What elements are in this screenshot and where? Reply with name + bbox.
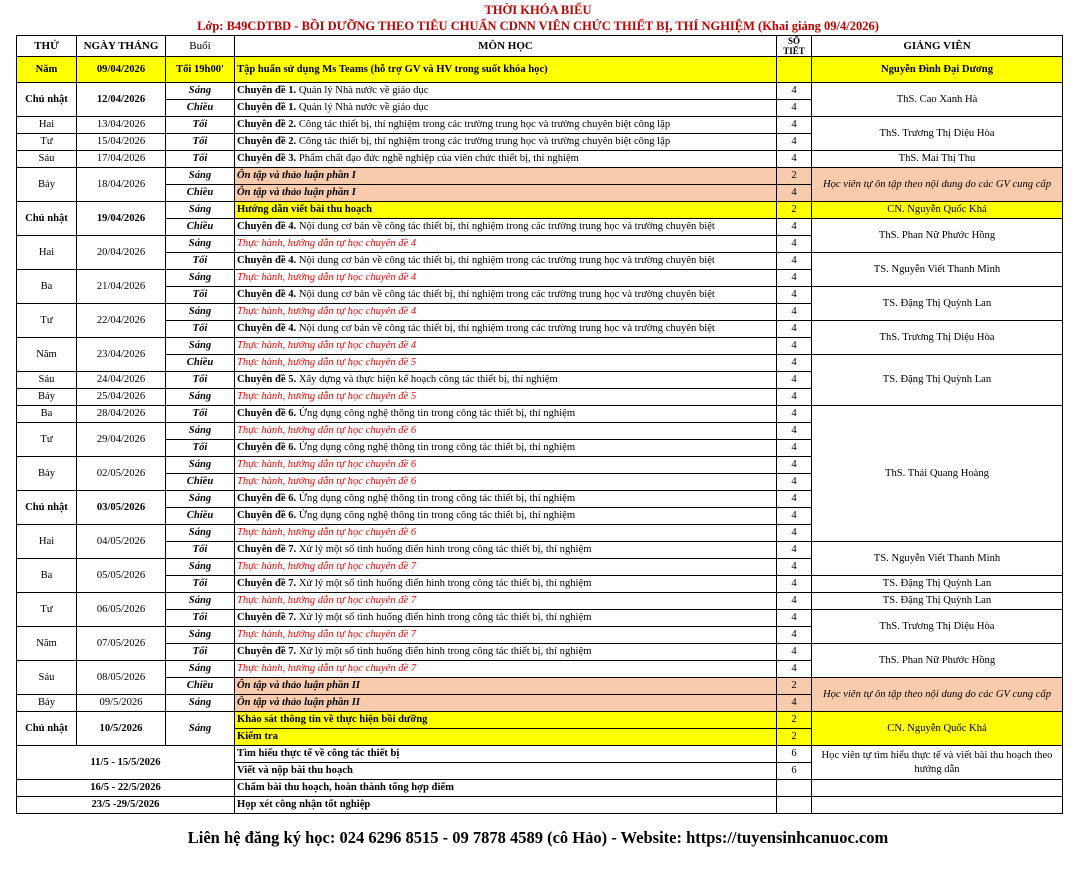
cell-thu: Năm (17, 57, 77, 83)
cell-mon-hoc (235, 253, 777, 270)
cell-so-tiet: 4 (777, 270, 812, 287)
header-giang-vien: GIẢNG VIÊN (812, 36, 1063, 57)
cell-mon-hoc (235, 117, 777, 134)
topic-text: Quản lý Nhà nước về giáo dục (296, 85, 429, 96)
cell-buoi: Sáng (166, 338, 235, 355)
table-row (17, 57, 1063, 83)
cell-buoi: Tối 19h00' (166, 57, 235, 83)
cell-so-tiet: 4 (777, 525, 812, 542)
cell-buoi: Sáng (166, 389, 235, 406)
cell-buoi: Tối (166, 406, 235, 423)
cell-buoi: Tối (166, 253, 235, 270)
cell-so-tiet: 2 (777, 678, 812, 695)
cell-so-tiet: 4 (777, 644, 812, 661)
cell-thu: Năm (17, 627, 77, 661)
cell-giang-vien: Học viên tự ôn tập theo nội dung do các GV cung cấp (812, 168, 1063, 202)
cell-giang-vien: Nguyễn Đình Đại Dương (812, 57, 1063, 83)
cell-buoi: Sáng (166, 83, 235, 100)
topic-text: Xử lý một số tình huống điển hình trong công tác thiết bị, thí nghiệm (296, 612, 592, 623)
cell-so-tiet: 4 (777, 253, 812, 270)
cell-so-tiet: 4 (777, 661, 812, 678)
topic-text: Quản lý Nhà nước về giáo dục (296, 102, 429, 113)
cell-so-tiet: 4 (777, 593, 812, 610)
cell-ngay: 12/04/2026 (77, 83, 166, 117)
cell-so-tiet: 2 (777, 168, 812, 185)
cell-giang-vien: TS. Nguyễn Viết Thanh Minh (812, 253, 1063, 287)
cell-ngay: 10/5/2026 (77, 712, 166, 746)
cell-buoi: Chiều (166, 474, 235, 491)
topic-label: Chuyên đề 4. (237, 289, 297, 300)
topic-label: Chuyên đề 2. (237, 119, 297, 130)
contact-footer: Liên hệ đăng ký học: 024 6296 8515 - 09 7878 4589 (cô Hảo) - Website: https://tuyensinhcanuoc.com (187, 828, 889, 847)
topic-text: Ứng dụng công nghệ thông tin trong công tác thiết bị, thí nghiệm (296, 408, 576, 419)
cell-thu: Sáu (17, 661, 77, 695)
cell-mon-hoc (235, 576, 777, 593)
cell-mon-hoc: Thực hành, hướng dẫn tự học chuyên đề 6 (235, 474, 777, 491)
cell-giang-vien: TS. Đặng Thị Quỳnh Lan (812, 576, 1063, 593)
cell-so-tiet: 4 (777, 236, 812, 253)
topic-label: Chuyên đề 5. (237, 374, 297, 385)
cell-so-tiet: 4 (777, 83, 812, 100)
cell-period: 23/5 -29/5/2026 (17, 797, 235, 814)
cell-so-tiet: 4 (777, 304, 812, 321)
cell-giang-vien: CN. Nguyễn Quốc Khá (812, 202, 1063, 219)
cell-so-tiet: 2 (777, 712, 812, 729)
cell-buoi: Chiều (166, 355, 235, 372)
cell-mon-hoc (235, 644, 777, 661)
cell-mon-hoc: Tập huấn sử dụng Ms Teams (hỗ trợ GV và HV trong suốt khóa học) (235, 57, 777, 83)
cell-so-tiet: 4 (777, 151, 812, 168)
cell-period: 11/5 - 15/5/2026 (17, 746, 235, 780)
cell-buoi: Sáng (166, 304, 235, 321)
cell-so-tiet (777, 57, 812, 83)
cell-buoi: Tối (166, 134, 235, 151)
cell-giang-vien: ThS. Phan Nữ Phước Hồng (812, 644, 1063, 678)
table-row (17, 678, 1063, 695)
topic-text: Nội dung cơ bản về công tác thiết bị, thí nghiệm trong các trường trung học và trường chuyên biệt (296, 323, 715, 334)
cell-giang-vien: ThS. Mai Thị Thu (812, 151, 1063, 168)
cell-thu: Tư (17, 304, 77, 338)
cell-giang-vien: ThS. Thái Quang Hoàng (812, 406, 1063, 542)
topic-text: Nội dung cơ bản về công tác thiết bị, thí nghiệm trong các trường trung học và trường chuyên biệt (296, 255, 715, 266)
page-title: THỜI KHÓA BIỂU (484, 3, 592, 17)
cell-thu: Ba (17, 270, 77, 304)
cell-ngay: 08/05/2026 (77, 661, 166, 695)
cell-so-tiet: 4 (777, 457, 812, 474)
cell-giang-vien: TS. Nguyễn Viết Thanh Minh (812, 542, 1063, 576)
cell-giang-vien: CN. Nguyễn Quốc Khá (812, 712, 1063, 746)
topic-label: Chuyên đề 1. (237, 102, 297, 113)
table-row (17, 168, 1063, 185)
cell-giang-vien: ThS. Trương Thị Diệu Hòa (812, 321, 1063, 355)
cell-buoi: Sáng (166, 491, 235, 508)
cell-so-tiet: 4 (777, 287, 812, 304)
cell-thu: Tư (17, 423, 77, 457)
topic-label: Chuyên đề 4. (237, 221, 297, 232)
topic-text: Công tác thiết bị, thí nghiệm trong các trường trung học và trường chuyên biệt công lập (296, 119, 671, 130)
cell-so-tiet: 4 (777, 542, 812, 559)
cell-ngay: 18/04/2026 (77, 168, 166, 202)
table-row (17, 644, 1063, 661)
cell-thu: Hai (17, 117, 77, 134)
cell-mon-hoc: Kiểm tra (235, 729, 777, 746)
cell-so-tiet: 4 (777, 321, 812, 338)
cell-so-tiet: 4 (777, 610, 812, 627)
cell-buoi: Tối (166, 644, 235, 661)
cell-mon-hoc (235, 542, 777, 559)
cell-so-tiet: 4 (777, 491, 812, 508)
cell-mon-hoc: Thực hành, hướng dẫn tự học chuyên đề 7 (235, 661, 777, 678)
cell-buoi: Sáng (166, 661, 235, 678)
cell-mon-hoc: Thực hành, hướng dẫn tự học chuyên đề 4 (235, 270, 777, 287)
cell-mon-hoc: Chấm bài thu hoạch, hoàn thành tổng hợp điểm (235, 780, 777, 797)
cell-ngay: 21/04/2026 (77, 270, 166, 304)
cell-so-tiet: 4 (777, 440, 812, 457)
cell-so-tiet: 6 (777, 763, 812, 780)
cell-thu: Bảy (17, 168, 77, 202)
cell-so-tiet: 4 (777, 219, 812, 236)
table-row (17, 355, 1063, 372)
cell-mon-hoc: Thực hành, hướng dẫn tự học chuyên đề 4 (235, 338, 777, 355)
cell-so-tiet: 4 (777, 576, 812, 593)
topic-text: Nội dung cơ bản về công tác thiết bị, thí nghiệm trong các trường trung học và trường chuyên biệt (296, 289, 715, 300)
cell-buoi: Tối (166, 440, 235, 457)
cell-giang-vien: ThS. Cao Xanh Hà (812, 83, 1063, 117)
cell-ngay: 02/05/2026 (77, 457, 166, 491)
cell-so-tiet: 6 (777, 746, 812, 763)
cell-mon-hoc: Viết và nộp bài thu hoạch (235, 763, 777, 780)
cell-mon-hoc: Ôn tập và thảo luận phần I (235, 185, 777, 202)
cell-mon-hoc: Tìm hiểu thực tế về công tác thiết bị (235, 746, 777, 763)
topic-label: Chuyên đề 6. (237, 510, 297, 521)
cell-ngay: 23/04/2026 (77, 338, 166, 372)
topic-label: Chuyên đề 4. (237, 255, 297, 266)
topic-text: Xử lý một số tình huống điển hình trong công tác thiết bị, thí nghiệm (296, 646, 592, 657)
cell-mon-hoc: Thực hành, hướng dẫn tự học chuyên đề 7 (235, 593, 777, 610)
table-row (17, 83, 1063, 100)
table-row (17, 780, 1063, 797)
table-row (17, 253, 1063, 270)
topic-label: Chuyên đề 7. (237, 578, 297, 589)
cell-giang-vien: ThS. Phan Nữ Phước Hồng (812, 219, 1063, 253)
topic-text: Ứng dụng công nghệ thông tin trong công tác thiết bị, thí nghiệm (296, 442, 576, 453)
cell-so-tiet (777, 780, 812, 797)
topic-text: Công tác thiết bị, thí nghiệm trong các trường trung học và trường chuyên biệt công lập (296, 136, 671, 147)
cell-buoi: Sáng (166, 270, 235, 287)
header-buoi: Buổi (166, 36, 235, 57)
cell-buoi: Chiều (166, 185, 235, 202)
cell-giang-vien: ThS. Trương Thị Diệu Hòa (812, 117, 1063, 151)
topic-text: Phẩm chất đạo đức nghề nghiệp của viên chức thiết bị, thí nghiệm (296, 153, 579, 164)
table-row (17, 576, 1063, 593)
cell-ngay: 28/04/2026 (77, 406, 166, 423)
cell-thu: Sáu (17, 372, 77, 389)
topic-label: Chuyên đề 4. (237, 323, 297, 334)
cell-buoi: Sáng (166, 202, 235, 219)
cell-thu: Bảy (17, 389, 77, 406)
cell-mon-hoc: Ôn tập và thảo luận phần II (235, 695, 777, 712)
cell-mon-hoc (235, 287, 777, 304)
cell-buoi: Chiều (166, 100, 235, 117)
cell-giang-vien: TS. Đặng Thị Quỳnh Lan (812, 355, 1063, 406)
topic-label: Chuyên đề 3. (237, 153, 297, 164)
cell-ngay: 19/04/2026 (77, 202, 166, 236)
cell-mon-hoc: Thực hành, hướng dẫn tự học chuyên đề 7 (235, 627, 777, 644)
cell-buoi: Sáng (166, 627, 235, 644)
topic-text: Nội dung cơ bản về công tác thiết bị, thí nghiệm trong các trường trung học và trường chuyên biệt (296, 221, 715, 232)
cell-mon-hoc: Ôn tập và thảo luận phần I (235, 168, 777, 185)
cell-mon-hoc (235, 100, 777, 117)
header-thu: THỨ (17, 36, 77, 57)
table-row (17, 610, 1063, 627)
cell-buoi: Sáng (166, 712, 235, 746)
cell-buoi: Chiều (166, 678, 235, 695)
cell-thu: Chủ nhật (17, 712, 77, 746)
table-header-row (17, 36, 1063, 57)
table-row (17, 797, 1063, 814)
cell-thu: Sáu (17, 151, 77, 168)
cell-mon-hoc (235, 508, 777, 525)
cell-so-tiet: 4 (777, 134, 812, 151)
topic-text: Xây dựng và thực hiện kế hoạch công tác thiết bị, thí nghiệm (296, 374, 558, 385)
cell-buoi: Chiều (166, 219, 235, 236)
topic-label: Chuyên đề 6. (237, 442, 297, 453)
cell-giang-vien: Học viên tự tìm hiểu thực tế và viết bài thu hoạch theo hướng dẫn (812, 746, 1063, 780)
topic-text: Ứng dụng công nghệ thông tin trong công tác thiết bị, thí nghiệm (296, 510, 576, 521)
cell-so-tiet: 4 (777, 474, 812, 491)
cell-mon-hoc: Họp xét công nhận tốt nghiệp (235, 797, 777, 814)
cell-ngay: 15/04/2026 (77, 134, 166, 151)
cell-so-tiet: 4 (777, 508, 812, 525)
topic-label: Chuyên đề 2. (237, 136, 297, 147)
cell-mon-hoc: Hướng dẫn viết bài thu hoạch (235, 202, 777, 219)
cell-thu: Chủ nhật (17, 491, 77, 525)
cell-mon-hoc: Thực hành, hướng dẫn tự học chuyên đề 5 (235, 389, 777, 406)
cell-thu: Tư (17, 593, 77, 627)
cell-mon-hoc (235, 372, 777, 389)
cell-giang-vien (812, 780, 1063, 797)
cell-ngay: 09/5/2026 (77, 695, 166, 712)
cell-thu: Hai (17, 525, 77, 559)
cell-so-tiet (777, 797, 812, 814)
cell-so-tiet: 4 (777, 355, 812, 372)
cell-so-tiet: 4 (777, 389, 812, 406)
cell-buoi: Tối (166, 287, 235, 304)
table-row (17, 746, 1063, 763)
cell-thu: Bảy (17, 457, 77, 491)
cell-so-tiet: 4 (777, 695, 812, 712)
cell-buoi: Sáng (166, 559, 235, 576)
cell-mon-hoc: Thực hành, hướng dẫn tự học chuyên đề 4 (235, 236, 777, 253)
cell-mon-hoc: Thực hành, hướng dẫn tự học chuyên đề 6 (235, 525, 777, 542)
cell-thu: Chủ nhật (17, 83, 77, 117)
cell-buoi: Chiều (166, 508, 235, 525)
cell-mon-hoc (235, 406, 777, 423)
cell-buoi: Tối (166, 151, 235, 168)
cell-ngay: 05/05/2026 (77, 559, 166, 593)
topic-label: Chuyên đề 6. (237, 493, 297, 504)
cell-so-tiet: 4 (777, 117, 812, 134)
cell-so-tiet: 4 (777, 372, 812, 389)
cell-thu: Hai (17, 236, 77, 270)
topic-text: Xử lý một số tình huống điển hình trong công tác thiết bị, thí nghiệm (296, 544, 592, 555)
table-row (17, 406, 1063, 423)
cell-mon-hoc: Khảo sát thông tin về thực hiện bồi dưỡng (235, 712, 777, 729)
cell-mon-hoc (235, 610, 777, 627)
table-row (17, 287, 1063, 304)
cell-mon-hoc: Ôn tập và thảo luận phần II (235, 678, 777, 695)
cell-ngay: 22/04/2026 (77, 304, 166, 338)
table-row (17, 593, 1063, 610)
cell-buoi: Sáng (166, 236, 235, 253)
cell-ngay: 04/05/2026 (77, 525, 166, 559)
cell-mon-hoc (235, 134, 777, 151)
table-row (17, 117, 1063, 134)
topic-label: Chuyên đề 7. (237, 646, 297, 657)
topic-label: Chuyên đề 7. (237, 544, 297, 555)
cell-mon-hoc: Thực hành, hướng dẫn tự học chuyên đề 5 (235, 355, 777, 372)
cell-buoi: Sáng (166, 457, 235, 474)
cell-thu: Bảy (17, 695, 77, 712)
cell-mon-hoc (235, 219, 777, 236)
cell-ngay: 24/04/2026 (77, 372, 166, 389)
cell-mon-hoc (235, 491, 777, 508)
table-row (17, 321, 1063, 338)
table-row (17, 151, 1063, 168)
cell-so-tiet: 4 (777, 423, 812, 440)
cell-so-tiet: 4 (777, 185, 812, 202)
cell-so-tiet: 2 (777, 202, 812, 219)
cell-buoi: Sáng (166, 593, 235, 610)
cell-giang-vien: Học viên tự ôn tập theo nội dung do các GV cung cấp (812, 678, 1063, 712)
cell-mon-hoc: Thực hành, hướng dẫn tự học chuyên đề 4 (235, 304, 777, 321)
table-row (17, 542, 1063, 559)
cell-so-tiet: 4 (777, 406, 812, 423)
cell-buoi: Tối (166, 542, 235, 559)
cell-mon-hoc: Thực hành, hướng dẫn tự học chuyên đề 6 (235, 423, 777, 440)
cell-ngay: 17/04/2026 (77, 151, 166, 168)
table-row (17, 219, 1063, 236)
cell-mon-hoc: Thực hành, hướng dẫn tự học chuyên đề 6 (235, 457, 777, 474)
cell-mon-hoc (235, 321, 777, 338)
cell-giang-vien: ThS. Trương Thị Diệu Hòa (812, 610, 1063, 644)
cell-ngay: 07/05/2026 (77, 627, 166, 661)
cell-giang-vien (812, 797, 1063, 814)
cell-so-tiet: 4 (777, 559, 812, 576)
cell-buoi: Tối (166, 321, 235, 338)
cell-period: 16/5 - 22/5/2026 (17, 780, 235, 797)
cell-mon-hoc: Thực hành, hướng dẫn tự học chuyên đề 7 (235, 559, 777, 576)
cell-buoi: Tối (166, 372, 235, 389)
cell-giang-vien: TS. Đặng Thị Quỳnh Lan (812, 287, 1063, 321)
cell-thu: Ba (17, 559, 77, 593)
cell-so-tiet: 2 (777, 729, 812, 746)
cell-giang-vien: TS. Đặng Thị Quỳnh Lan (812, 593, 1063, 610)
cell-so-tiet: 4 (777, 338, 812, 355)
cell-buoi: Sáng (166, 168, 235, 185)
cell-mon-hoc (235, 151, 777, 168)
timetable (16, 35, 1063, 814)
cell-thu: Năm (17, 338, 77, 372)
cell-mon-hoc (235, 83, 777, 100)
cell-buoi: Sáng (166, 525, 235, 542)
cell-ngay: 25/04/2026 (77, 389, 166, 406)
header-ngay-thang: NGÀY THÁNG (77, 36, 166, 57)
topic-text: Ứng dụng công nghệ thông tin trong công tác thiết bị, thí nghiệm (296, 493, 576, 504)
cell-buoi: Tối (166, 117, 235, 134)
topic-text: Xử lý một số tình huống điển hình trong công tác thiết bị, thí nghiệm (296, 578, 592, 589)
cell-buoi: Tối (166, 576, 235, 593)
cell-so-tiet: 4 (777, 100, 812, 117)
table-row (17, 712, 1063, 729)
cell-ngay: 13/04/2026 (77, 117, 166, 134)
cell-ngay: 29/04/2026 (77, 423, 166, 457)
cell-thu: Chủ nhật (17, 202, 77, 236)
cell-buoi: Sáng (166, 695, 235, 712)
cell-thu: Ba (17, 406, 77, 423)
page-subtitle: Lớp: B49CDTBD - BỒI DƯỠNG THEO TIÊU CHUẨN CDNN VIÊN CHỨC THIẾT BỊ, THÍ NGHIỆM (Khai giảng 09/4/2026) (197, 19, 879, 33)
header-mon-hoc: MÔN HỌC (235, 36, 777, 57)
table-row (17, 202, 1063, 219)
cell-mon-hoc (235, 440, 777, 457)
cell-buoi: Tối (166, 610, 235, 627)
cell-so-tiet: 4 (777, 627, 812, 644)
topic-label: Chuyên đề 1. (237, 85, 297, 96)
cell-ngay: 09/04/2026 (77, 57, 166, 83)
header-so-tiet: SỐ TIẾT (777, 36, 812, 57)
topic-label: Chuyên đề 6. (237, 408, 297, 419)
cell-ngay: 20/04/2026 (77, 236, 166, 270)
cell-buoi: Sáng (166, 423, 235, 440)
cell-ngay: 06/05/2026 (77, 593, 166, 627)
cell-ngay: 03/05/2026 (77, 491, 166, 525)
topic-label: Chuyên đề 7. (237, 612, 297, 623)
cell-thu: Tư (17, 134, 77, 151)
